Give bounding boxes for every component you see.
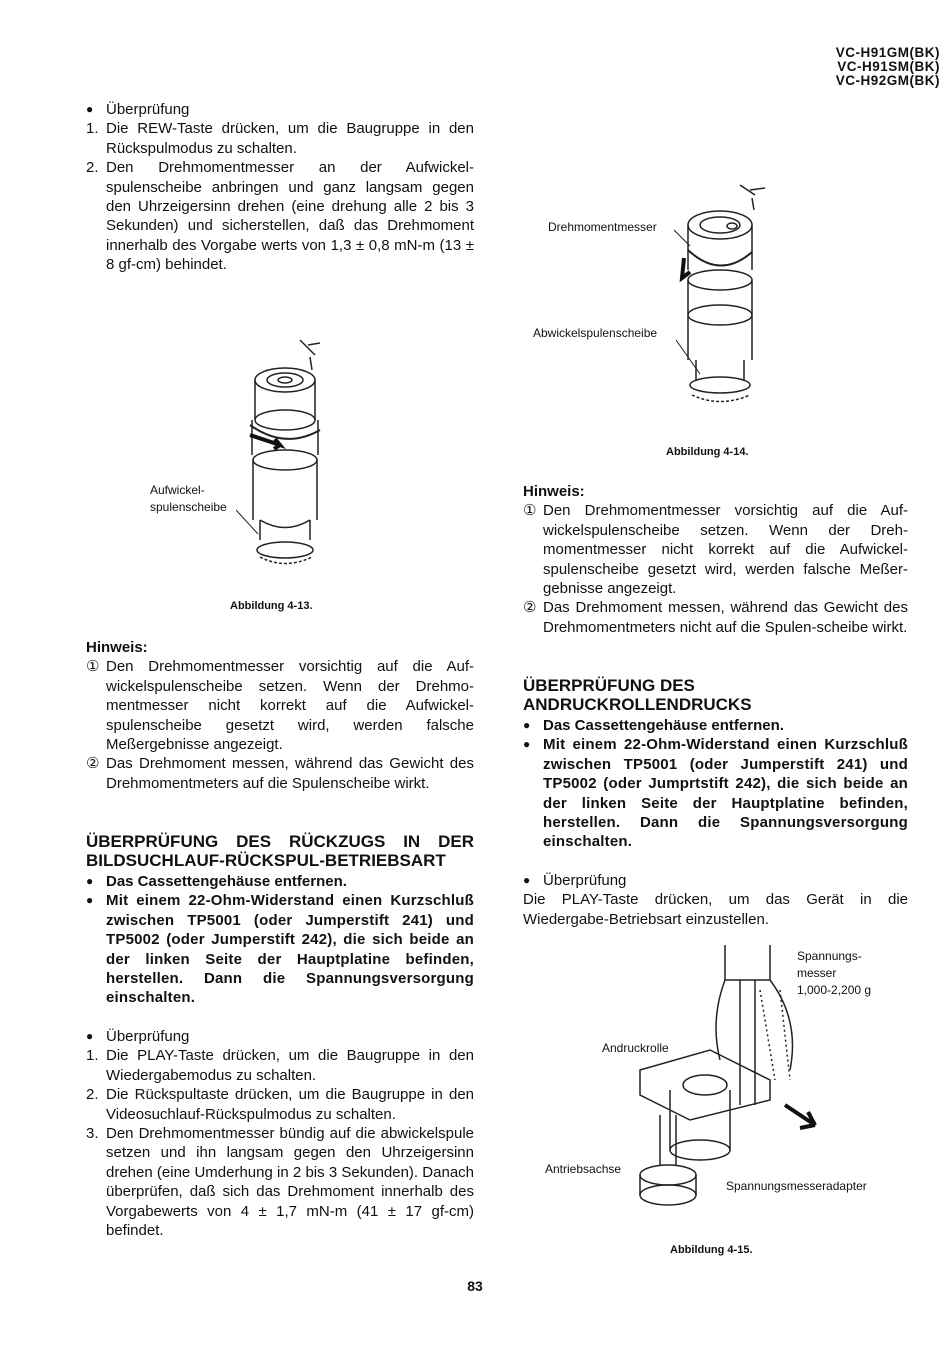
- hinweis-item: ② Das Drehmoment messen, während das Gewicht des Drehmomentmeters nicht auf die Spulen-scheibe wirkt.: [523, 599, 908, 636]
- figure-label: Aufwickel- spulenscheibe: [150, 483, 227, 514]
- left-prep-list: [86, 872, 474, 1008]
- model-numbers: [836, 46, 940, 88]
- section-heading: ÜBERPRÜFUNG DES RÜCKZUGS IN DER BILDSUCHLAUF-RÜCKSPUL-BETRIEBSART: [86, 832, 474, 870]
- prep-item: ● Mit einem 22-Ohm-Widerstand einen Kurzschluß zwischen TP5001 (oder Jumperstift 241) und TP5002 (oder Jumperstift 242), die sich beide an der linken Seite der Hauptplatine befinden, herstellen. Dann die Spannungsversorgung einschalten.: [86, 891, 474, 1007]
- hinweis-title: Hinweis:: [86, 639, 148, 656]
- check-title: ● Überprüfung: [86, 100, 474, 119]
- figure-caption: Abbildung 4-14.: [666, 446, 749, 458]
- hinweis-item: ① Den Drehmomentmesser vorsichtig auf die Auf-wickelspulenscheibe setzen. Wenn der Drehmo-mentmesser nicht korrekt auf die Aufwickel-spulenscheibe gesetzt wird, werden falsche Meßergebnisse angezeigt.: [86, 658, 474, 754]
- figure-label: Abwickelspulenscheibe: [533, 326, 658, 340]
- leader-line: [236, 508, 266, 538]
- hinweis-title: Hinweis:: [523, 483, 585, 500]
- figure-caption: Abbildung 4-15.: [670, 1244, 753, 1256]
- page-number: 83: [467, 1278, 483, 1294]
- step-item: 2. Den Drehmomentmesser an der Aufwickel-spulenscheibe anbringen und ganz langsam gegen den Uhrzeigersinn drehen (eine drehung alle 2 bis 3 Sekunden) und sicherstellen, daß das Drehmoment innerhalb des Vorgabe werts von 1,3 ± 0,8 mN-m (13 ± 8 gf-cm) behindet.: [86, 159, 474, 274]
- left-check-2: [86, 1027, 474, 1240]
- figure-4-13-torque-meter: [230, 335, 340, 580]
- check-text: Die PLAY-Taste drücken, um das Gerät in die Wiedergabe-Betriebsart einzustellen.: [523, 891, 908, 928]
- step-item: 3. Den Drehmomentmesser bündig auf die abwickelspule setzen und ihn langsam gegen den Uhrzeigersinn drehen (eine Umderhung in 2 bis 3 Sekunden). Danach überprüfen, daß sich das Drehmoment innerhalb des Vorgabewerts von 4 ± 1,7 mN-m (41 ± 17 gf-cm) befindet.: [86, 1125, 474, 1240]
- hinweis-item: ② Das Drehmoment messen, während das Gewicht des Drehmomentmeters auf die Spulenscheibe wirkt.: [86, 755, 474, 792]
- left-hinweis: [86, 638, 474, 793]
- right-hinweis: [523, 482, 908, 637]
- step-item: 1. Die REW-Taste drücken, um die Baugruppe in den Rückspulmodus zu schalten.: [86, 120, 474, 157]
- check-title: ● Überprüfung: [523, 871, 908, 890]
- figure-label: Spannungsmesseradapter: [726, 1179, 867, 1193]
- step-item: 1. Die PLAY-Taste drücken, um die Baugruppe in den Wiedergabemodus zu schalten.: [86, 1047, 474, 1084]
- check-title: ● Überprüfung: [86, 1027, 474, 1046]
- model-number: VC-H91GM(BK): [835, 45, 940, 60]
- hinweis-item: ① Den Drehmomentmesser vorsichtig auf die Auf-wickelspulenscheibe setzen. Wenn der Dreh-momentmesser nicht korrekt auf die Aufwickel-spulenscheibe gesetzt wird, werden falsche Meßer-gebnisse angezeigt.: [523, 502, 908, 598]
- figure-label: Antriebsachse: [545, 1162, 622, 1176]
- prep-item: ● Mit einem 22-Ohm-Widerstand einen Kurzschluß zwischen TP5001 (oder Jumperstift 241) und TP5002 (oder Jumprtstift 242), die sich beide an der linken Seite der Hauptplatine befinden, herstellen. Dann die Spannungsversorgung einschalten.: [523, 735, 908, 851]
- leader-line: [676, 338, 706, 378]
- prep-item: ● Das Cassettengehäuse entfernen.: [523, 716, 908, 735]
- figure-label: Andruckrolle: [602, 1041, 669, 1055]
- model-number: VC-H92GM(BK): [835, 73, 940, 88]
- model-number: VC-H91SM(BK): [837, 59, 940, 74]
- step-item: 2. Die Rückspultaste drücken, um die Baugruppe in den Videosuchlauf-Rückspulmodus zu schalten.: [86, 1086, 474, 1123]
- figure-label: Spannungs- messer 1,000-2,200 g: [797, 949, 872, 997]
- right-prep-list: [523, 716, 908, 852]
- leader-line: [674, 228, 694, 248]
- section-heading: ÜBERPRÜFUNG DES ANDRUCKROLLENDRUCKS: [523, 676, 752, 714]
- prep-item: ● Das Cassettengehäuse entfernen.: [86, 872, 474, 891]
- figure-label: Drehmomentmesser: [548, 220, 657, 234]
- left-check-1: [86, 100, 474, 275]
- right-check: [523, 871, 908, 929]
- figure-caption: Abbildung 4-13.: [230, 600, 313, 612]
